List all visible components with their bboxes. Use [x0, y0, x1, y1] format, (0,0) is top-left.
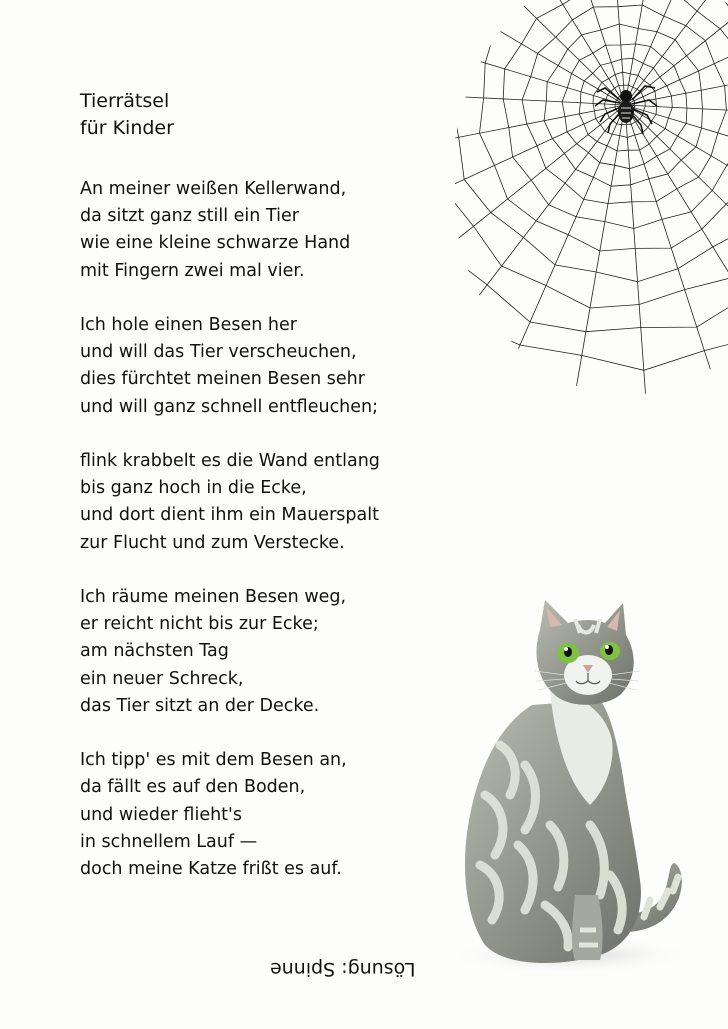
poem-line: mit Fingern zwei mal vier.: [80, 260, 305, 281]
poem-line: und wieder flieht's: [80, 804, 242, 825]
poem-line: doch meine Katze frißt es auf.: [80, 859, 342, 880]
poem-stanza: [80, 584, 380, 720]
poem-stanza: [80, 312, 380, 421]
poem-line: da sitzt ganz still ein Tier: [80, 206, 299, 227]
poem-line: Ich hole einen Besen her: [80, 315, 297, 335]
poem-line: Ich räume meinen Besen weg,: [80, 587, 347, 607]
title-line-1: Tierrätsel: [80, 90, 170, 112]
poem-line: das Tier sitzt an der Decke.: [80, 695, 320, 716]
poem-line: An meiner weißen Kellerwand,: [80, 179, 347, 199]
cat-illustration: [440, 595, 700, 980]
poem-line: flink krabbelt es die Wand entlang: [80, 451, 380, 471]
poem-line: ein neuer Schreck,: [80, 668, 244, 689]
poem-line: am nächsten Tag: [80, 641, 229, 662]
poem-body: [80, 176, 380, 910]
poem-line: wie eine kleine schwarze Hand: [80, 233, 351, 254]
title-line-2: für Kinder: [80, 117, 174, 139]
poem-line: er reicht nicht bis zur Ecke;: [80, 614, 319, 635]
spider-web-illustration: [455, 0, 728, 400]
poem-line: in schnellem Lauf —: [80, 831, 258, 852]
poem-line: da fällt es auf den Boden,: [80, 777, 306, 798]
poem-line: und will das Tier verscheuchen,: [80, 342, 357, 363]
poem-line: und dort dient ihm ein Mauerspalt: [80, 505, 379, 526]
solution-upside-down: Lösung: Spinne: [270, 958, 416, 980]
poem-stanza: [80, 747, 380, 883]
poem-stanza: [80, 176, 380, 285]
poem-line: und will ganz schnell entfleuchen;: [80, 396, 379, 417]
poem-line: dies fürchtet meinen Besen sehr: [80, 369, 365, 390]
poem-line: zur Flucht und zum Verstecke.: [80, 532, 345, 553]
poem-line: Ich tipp' es mit dem Besen an,: [80, 750, 347, 771]
poem-stanza: [80, 448, 380, 557]
poem-line: bis ganz hoch in die Ecke,: [80, 478, 307, 499]
poem-title: [80, 88, 174, 142]
